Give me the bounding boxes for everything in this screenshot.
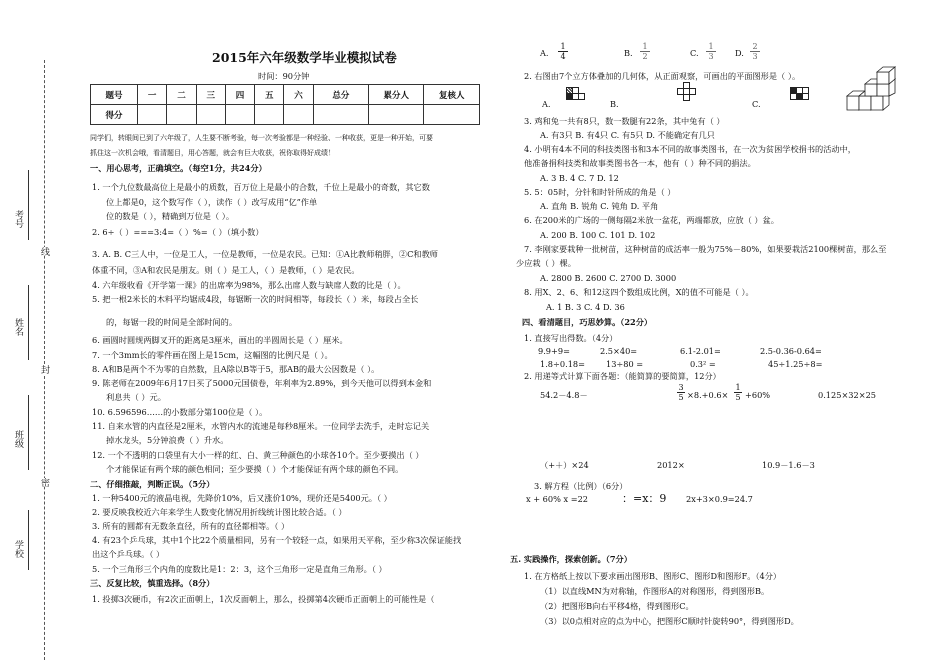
question-line: 3. A. B. C三人中，一位是工人，一位是教师，一位是农民。已知：①A比教师稍胖，②C和教师 — [92, 249, 438, 259]
question-line: 6. 在200米的广场的一侧每隔2米放一盆花，两端都放，应放（ ）盆。 — [524, 215, 779, 225]
score-input[interactable] — [255, 105, 284, 125]
question-line: 10. 6.596596……的小数部分第100位是（ ）。 — [92, 407, 268, 417]
calc-expression: 2012× — [657, 460, 685, 470]
exam-number-label: 考号 — [13, 210, 23, 228]
fraction-denominator: 5 — [678, 393, 684, 402]
options-line: A. 直角 B. 锐角 C. 钝角 D. 平角 — [540, 201, 659, 211]
options-line: A. 3 B. 4 C. 7 D. 12 — [540, 173, 619, 183]
question-line: 1. 直接写出得数。（4分） — [524, 333, 618, 343]
seal-mark-seal: 封 — [39, 365, 49, 374]
score-input[interactable] — [196, 105, 225, 125]
question-line: 1. 在方格纸上按以下要求画出图形B、图形C、图形D和图形F。（4分） — [524, 571, 782, 581]
question-line: 他准备捐科技类和故事类图书各一本，他有（ ）种不同的捐法。 — [524, 158, 756, 168]
section-heading: 五. 实践操作，探索创新。（7分） — [510, 554, 632, 564]
calc-expression: 54.2－4.8－ — [540, 390, 588, 400]
calc-item: 2.5×40= — [600, 346, 638, 356]
question-line: （1）以直线MN为对称轴，作图形A的对称图形，得到图形B。 — [540, 586, 770, 596]
fraction-denominator: 3 — [752, 52, 758, 61]
question-line: 体重不同，③A和农民是朋友。则（ ）是工人，（ ）是教师，（ ）是农民。 — [92, 265, 360, 275]
fraction-numerator: 3 — [678, 383, 684, 392]
question-line: 位上都是0，这个数写作（ ），读作（ ）改写成用“亿”作单 — [106, 197, 318, 207]
score-cell: 二 — [167, 85, 196, 105]
fraction — [734, 383, 742, 402]
score-cell: 三 — [196, 85, 225, 105]
exam-number-blank[interactable] — [28, 170, 30, 240]
fraction-numerator: 1 — [708, 42, 714, 51]
fraction-denominator: 2 — [642, 52, 648, 61]
calc-expression: ×8.+0.6× — [687, 390, 729, 400]
fraction-denominator: 4 — [560, 52, 566, 61]
score-cell: 题号 — [91, 85, 138, 105]
option-label: B. — [624, 48, 633, 58]
question-line: 5. 一个三角形三个内角的度数比是1：2：3，这个三角形一定是直角三角形。（ ） — [92, 564, 387, 574]
exam-time: 时间：90分钟 — [258, 71, 310, 81]
intro-line: 抓住这一次机会哦，看清题目，用心答题，就会有巨大收获，祝你取得好成绩！ — [90, 149, 335, 157]
score-cell: 五 — [255, 85, 284, 105]
question-line: 5. 把一根2米长的木料平均锯成4段，每锯断一次的时间相等，每段长（ ）米，每段占全长 — [92, 294, 419, 304]
score-table-header-row — [91, 85, 480, 105]
question-line: （2）把图形B向右平移4格，得到图形C。 — [540, 601, 694, 611]
score-input[interactable] — [369, 105, 424, 125]
seal-mark-secret: 密 — [39, 478, 49, 487]
section-heading: 三、反复比较，慎重选择。（8分） — [90, 578, 215, 588]
question-line: 8. A和B是两个不为零的自然数，且A除以B等于5，那AB的最大公因数是（ ）。 — [92, 364, 380, 374]
score-table-score-row — [91, 105, 480, 125]
school-label: 学校 — [13, 540, 23, 558]
score-input[interactable] — [138, 105, 167, 125]
section-heading: 一、用心思考，正确填空。（每空1分，共24分） — [90, 163, 267, 173]
cube-stack-figure — [843, 66, 901, 114]
question-line: 8. 用X、2、6、和12这四个数组成比例，X的值不可能是（ ）。 — [524, 287, 754, 297]
question-line: 出这个乒乓球。（ ） — [92, 549, 165, 559]
exam-title: 2015年六年级数学毕业模拟试卷 — [212, 50, 397, 65]
question-line: 位的数是（ ），精确到万位是（ ）。 — [106, 211, 235, 221]
question-line: 3. 所有的圆都有无数条直径，所有的直径都相等。（ ） — [92, 521, 290, 531]
intro-line: 同学们，转眼间已到了六年级了，人生要不断考验，每一次考验都是一种经验、一种收获，更是一种开始，可要 — [90, 134, 433, 142]
score-cell: 六 — [284, 85, 313, 105]
calc-expression: （+＋）×24 — [540, 460, 589, 470]
calc-item: 2.5-0.36-0.64= — [760, 346, 822, 356]
score-input[interactable] — [284, 105, 313, 125]
score-cell: 复核人 — [424, 85, 480, 105]
question-line: 4. 有23个乒乓球，其中1个比22个质量相同，另有一个较轻一点，如果用天平称，至少称3次保证能找 — [92, 535, 462, 545]
seal-line — [44, 60, 45, 660]
calc-item: 13÷80 = — [606, 359, 644, 369]
question-line: 7. 李刚家要栽种一批树苗，这种树苗的成活率一般为75%－80%，如果要栽活2100棵树苗，那么至 — [524, 244, 887, 254]
option-label: D. — [735, 48, 744, 58]
question-line: 个才能保证有两个球的颜色相同；至少要摸（ ）个才能保证有两个球的颜色不同。 — [106, 464, 404, 474]
equation: x + 60% x =22 — [526, 494, 588, 504]
question-line: 利息共（ ）元。 — [106, 392, 166, 402]
name-blank[interactable] — [28, 285, 30, 360]
class-blank[interactable] — [28, 395, 30, 470]
section-heading: 二、仔细推敲，判断正误。（5分） — [90, 479, 215, 489]
score-input[interactable] — [424, 105, 480, 125]
fraction — [640, 42, 650, 61]
score-input[interactable] — [313, 105, 368, 125]
question-line: 4. 小明有4本不同的科技类图书和3本不同的故事类图书，在一次为贫困学校捐书的活动中， — [524, 144, 856, 154]
question-line: （3）以0点相对应的点为中心，把图形C顺时针旋转90°，得到图形D。 — [540, 616, 799, 626]
score-cell: 四 — [225, 85, 254, 105]
question-line: 掉水龙头，5分钟浪费（ ）升水。 — [106, 435, 229, 445]
equation: 2x+3×0.9=24.7 — [686, 494, 753, 504]
question-line: 3. 鸡和兔一共有8只，数一数腿有22条，其中兔有（ ） — [524, 116, 725, 126]
calc-item: 6.1-2.01= — [680, 346, 721, 356]
calc-item: 1.8÷0.18= — [540, 359, 585, 369]
fraction — [558, 42, 568, 61]
option-label: A. — [540, 48, 549, 58]
calc-item: 45÷1.25÷8= — [768, 359, 823, 369]
score-cell: 得分 — [91, 105, 138, 125]
option-label: C. — [752, 99, 761, 109]
option-label: B. — [610, 99, 619, 109]
question-line: 2. 6÷（ ）===3:4=（ ）%=（ ）（填小数） — [92, 227, 264, 237]
calc-expression: 10.9－1.6－3 — [762, 460, 815, 470]
options-line: A. 有3只 B. 有4只 C. 有5只 D. 不能确定有几只 — [540, 130, 715, 140]
option-label: C. — [690, 48, 699, 58]
question-line: 2. 要反映我校近六年来学生人数变化情况用折线统计图比较合适。（ ） — [92, 507, 347, 517]
fraction-numerator: 2 — [752, 42, 758, 51]
question-line: 1. 投掷3次硬币，有2次正面朝上，1次反面朝上，那么，投掷第4次硬币正面朝上的可能性是（ — [92, 594, 435, 604]
name-label: 姓名 — [13, 318, 23, 336]
class-label: 班级 — [13, 430, 23, 448]
fraction-numerator: 1 — [560, 42, 566, 51]
question-line: 少应栽（ ）棵。 — [516, 258, 576, 268]
equation: ：=x：9 — [622, 492, 667, 505]
calc-expression: +60% — [745, 390, 771, 400]
school-blank[interactable] — [28, 510, 30, 570]
question-line: 2. 用递等式计算下面各题：（能简算的要简算，12分） — [524, 371, 721, 381]
section-heading: 四、看清题目，巧思妙算。（22分） — [522, 317, 653, 327]
options-line: A. 200 B. 100 C. 101 D. 102 — [540, 230, 656, 240]
score-cell: 一 — [138, 85, 167, 105]
question-line: 1. 一种5400元的液晶电视，先降价10%，后又涨价10%，现价还是5400元。（ ） — [92, 493, 392, 503]
fraction — [706, 42, 716, 61]
score-table — [90, 84, 480, 125]
score-input[interactable] — [225, 105, 254, 125]
question-line: 3. 解方程（比例）（6分） — [534, 481, 628, 491]
fraction-denominator: 5 — [735, 393, 741, 402]
fraction-numerator: 1 — [735, 383, 741, 392]
options-line: A. 2800 B. 2600 C. 2700 D. 3000 — [540, 273, 677, 283]
option-label: A. — [542, 99, 551, 109]
score-cell: 总分 — [313, 85, 368, 105]
question-line: 11. 自来水管的内直径是2厘米，水管内水的流速是每秒8厘米。一位同学去洗手，走时忘记关 — [92, 421, 430, 431]
fraction-numerator: 1 — [642, 42, 648, 51]
options-line: A. 1 B. 3 C. 4 D. 36 — [546, 302, 625, 312]
question-line: 2. 右图由7个立方体叠加的几何体，从正面观察，可画出的平面图形是（ ）。 — [524, 71, 801, 81]
question-line: 1. 一个九位数最高位上是最小的质数，百万位上是最小的合数，千位上是最小的奇数，其它数 — [92, 182, 430, 192]
question-line: 的，每锯一段的时间是全部时间的。 — [106, 317, 238, 327]
fraction — [750, 42, 760, 61]
fraction-denominator: 3 — [708, 52, 714, 61]
question-line: 12. 一个不透明的口袋里有大小一样的红、白、黄三种颜色的小球各10个。至少要摸出（ ） — [92, 450, 424, 460]
calc-item: 9.9+9= — [538, 346, 570, 356]
question-line: 7. 一个3mm长的零件画在图上是15cm，这幅图的比例尺是（ ）。 — [92, 350, 333, 360]
seal-mark-line: 线 — [39, 247, 49, 256]
question-line: 4. 六年级收看《开学第一课》的出席率为98%，那么出席人数与缺席人数的比是（ ）。 — [92, 280, 406, 290]
calc-item: 0.3² = — [690, 359, 716, 369]
question-line: 9. 陈老师在2009年6月17日买了5000元国债卷，年利率为2.89%，到今天他可以得到本金和 — [92, 378, 432, 388]
calc-expression: 0.125×32×25 — [818, 390, 876, 400]
fraction — [677, 383, 685, 402]
score-input[interactable] — [167, 105, 196, 125]
question-line: 5. 5：05时，分针和时针所成的角是（ ） — [524, 187, 676, 197]
question-line: 6. 画圆时圆规两脚叉开的距离是3厘米，画出的半圆周长是（ ）厘米。 — [92, 335, 348, 345]
score-cell: 累分人 — [369, 85, 424, 105]
